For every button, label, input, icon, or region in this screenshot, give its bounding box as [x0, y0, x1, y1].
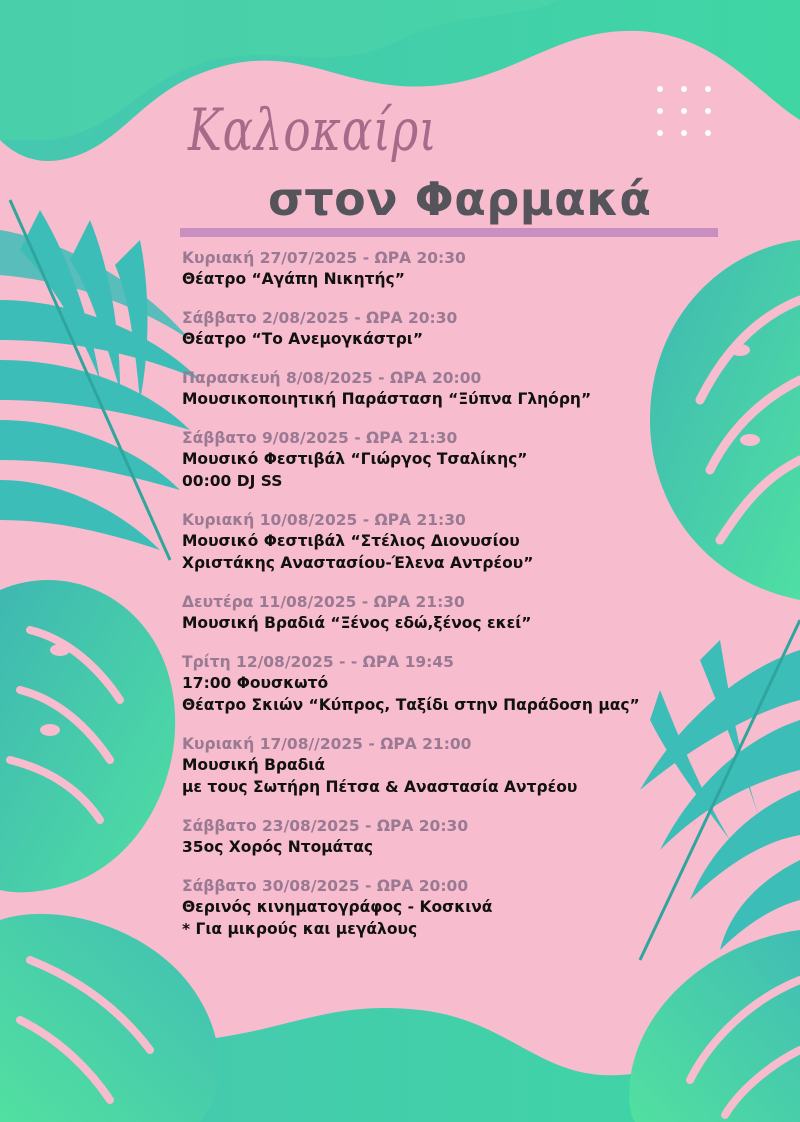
event-date: Σάββατο 23/08/2025 - ΩΡΑ 20:30 [182, 817, 469, 835]
title-underline [180, 228, 718, 237]
left-fern-leaf [0, 200, 200, 560]
event-description: Μουσική Βραδιά “Ξένος εδώ,ξένος εκεί” [182, 614, 532, 632]
event-item [182, 248, 782, 290]
event-item [182, 308, 782, 350]
event-description: Μουσικό Φεστιβάλ “Γιώργος Τσαλίκης” [182, 450, 528, 468]
event-list [182, 248, 782, 940]
event-description: 35ος Χορός Ντομάτας [182, 838, 374, 856]
event-description: Θέατρο “Το Ανεμογκάστρι” [182, 330, 424, 348]
title-script: Καλοκαίρι [188, 96, 438, 164]
event-date: Σάββατο 30/08/2025 - ΩΡΑ 20:00 [182, 877, 469, 895]
event-description: * Για μικρούς και μεγάλους [182, 920, 418, 938]
event-description: Μουσική Βραδιά [182, 756, 325, 774]
bottom-left-monstera-leaf [0, 914, 219, 1122]
event-item [182, 510, 782, 574]
event-description: Μουσικό Φεστιβάλ “Στέλιος Διονυσίου [182, 532, 520, 550]
event-item [182, 734, 782, 798]
event-description: 00:00 DJ SS [182, 472, 283, 490]
event-date: Σάββατο 2/08/2025 - ΩΡΑ 20:30 [182, 309, 458, 327]
event-description: Χριστάκης Αναστασίου-Έλενα Αντρέου” [182, 554, 534, 572]
event-date: Κυριακή 10/08/2025 - ΩΡΑ 21:30 [182, 511, 466, 529]
event-item [182, 368, 782, 410]
event-item [182, 592, 782, 634]
event-description: Θέατρο Σκιών “Κύπρος, Ταξίδι στην Παράδοση μας” [182, 696, 640, 714]
event-description: Μουσικοποιητική Παράσταση “Ξύπνα Γληόρη” [182, 390, 592, 408]
event-date: Παρασκευή 8/08/2025 - ΩΡΑ 20:00 [182, 369, 482, 387]
bottom-right-monstera-leaf [629, 930, 800, 1122]
event-description: Θερινός κινηματογράφος - Κοσκινά [182, 898, 493, 916]
decorative-dots [655, 84, 719, 144]
event-item [182, 876, 782, 940]
title-main: στον Φαρμακά [268, 172, 652, 226]
event-item [182, 816, 782, 858]
event-date: Σάββατο 9/08/2025 - ΩΡΑ 21:30 [182, 429, 458, 447]
event-date: Κυριακή 17/08//2025 - ΩΡΑ 21:00 [182, 735, 472, 753]
event-description: με τους Σωτήρη Πέτσα & Αναστασία Αντρέου [182, 778, 578, 796]
event-date: Δευτέρα 11/08/2025 - ΩΡΑ 21:30 [182, 593, 465, 611]
event-description: 17:00 Φουσκωτό [182, 674, 329, 692]
left-monstera-leaf [0, 580, 175, 892]
event-item [182, 652, 782, 716]
event-description: Θέατρο “Αγάπη Νικητής” [182, 270, 405, 288]
event-date: Κυριακή 27/07/2025 - ΩΡΑ 20:30 [182, 249, 466, 267]
event-date: Τρίτη 12/08/2025 - - ΩΡΑ 19:45 [182, 653, 454, 671]
event-item [182, 428, 782, 492]
